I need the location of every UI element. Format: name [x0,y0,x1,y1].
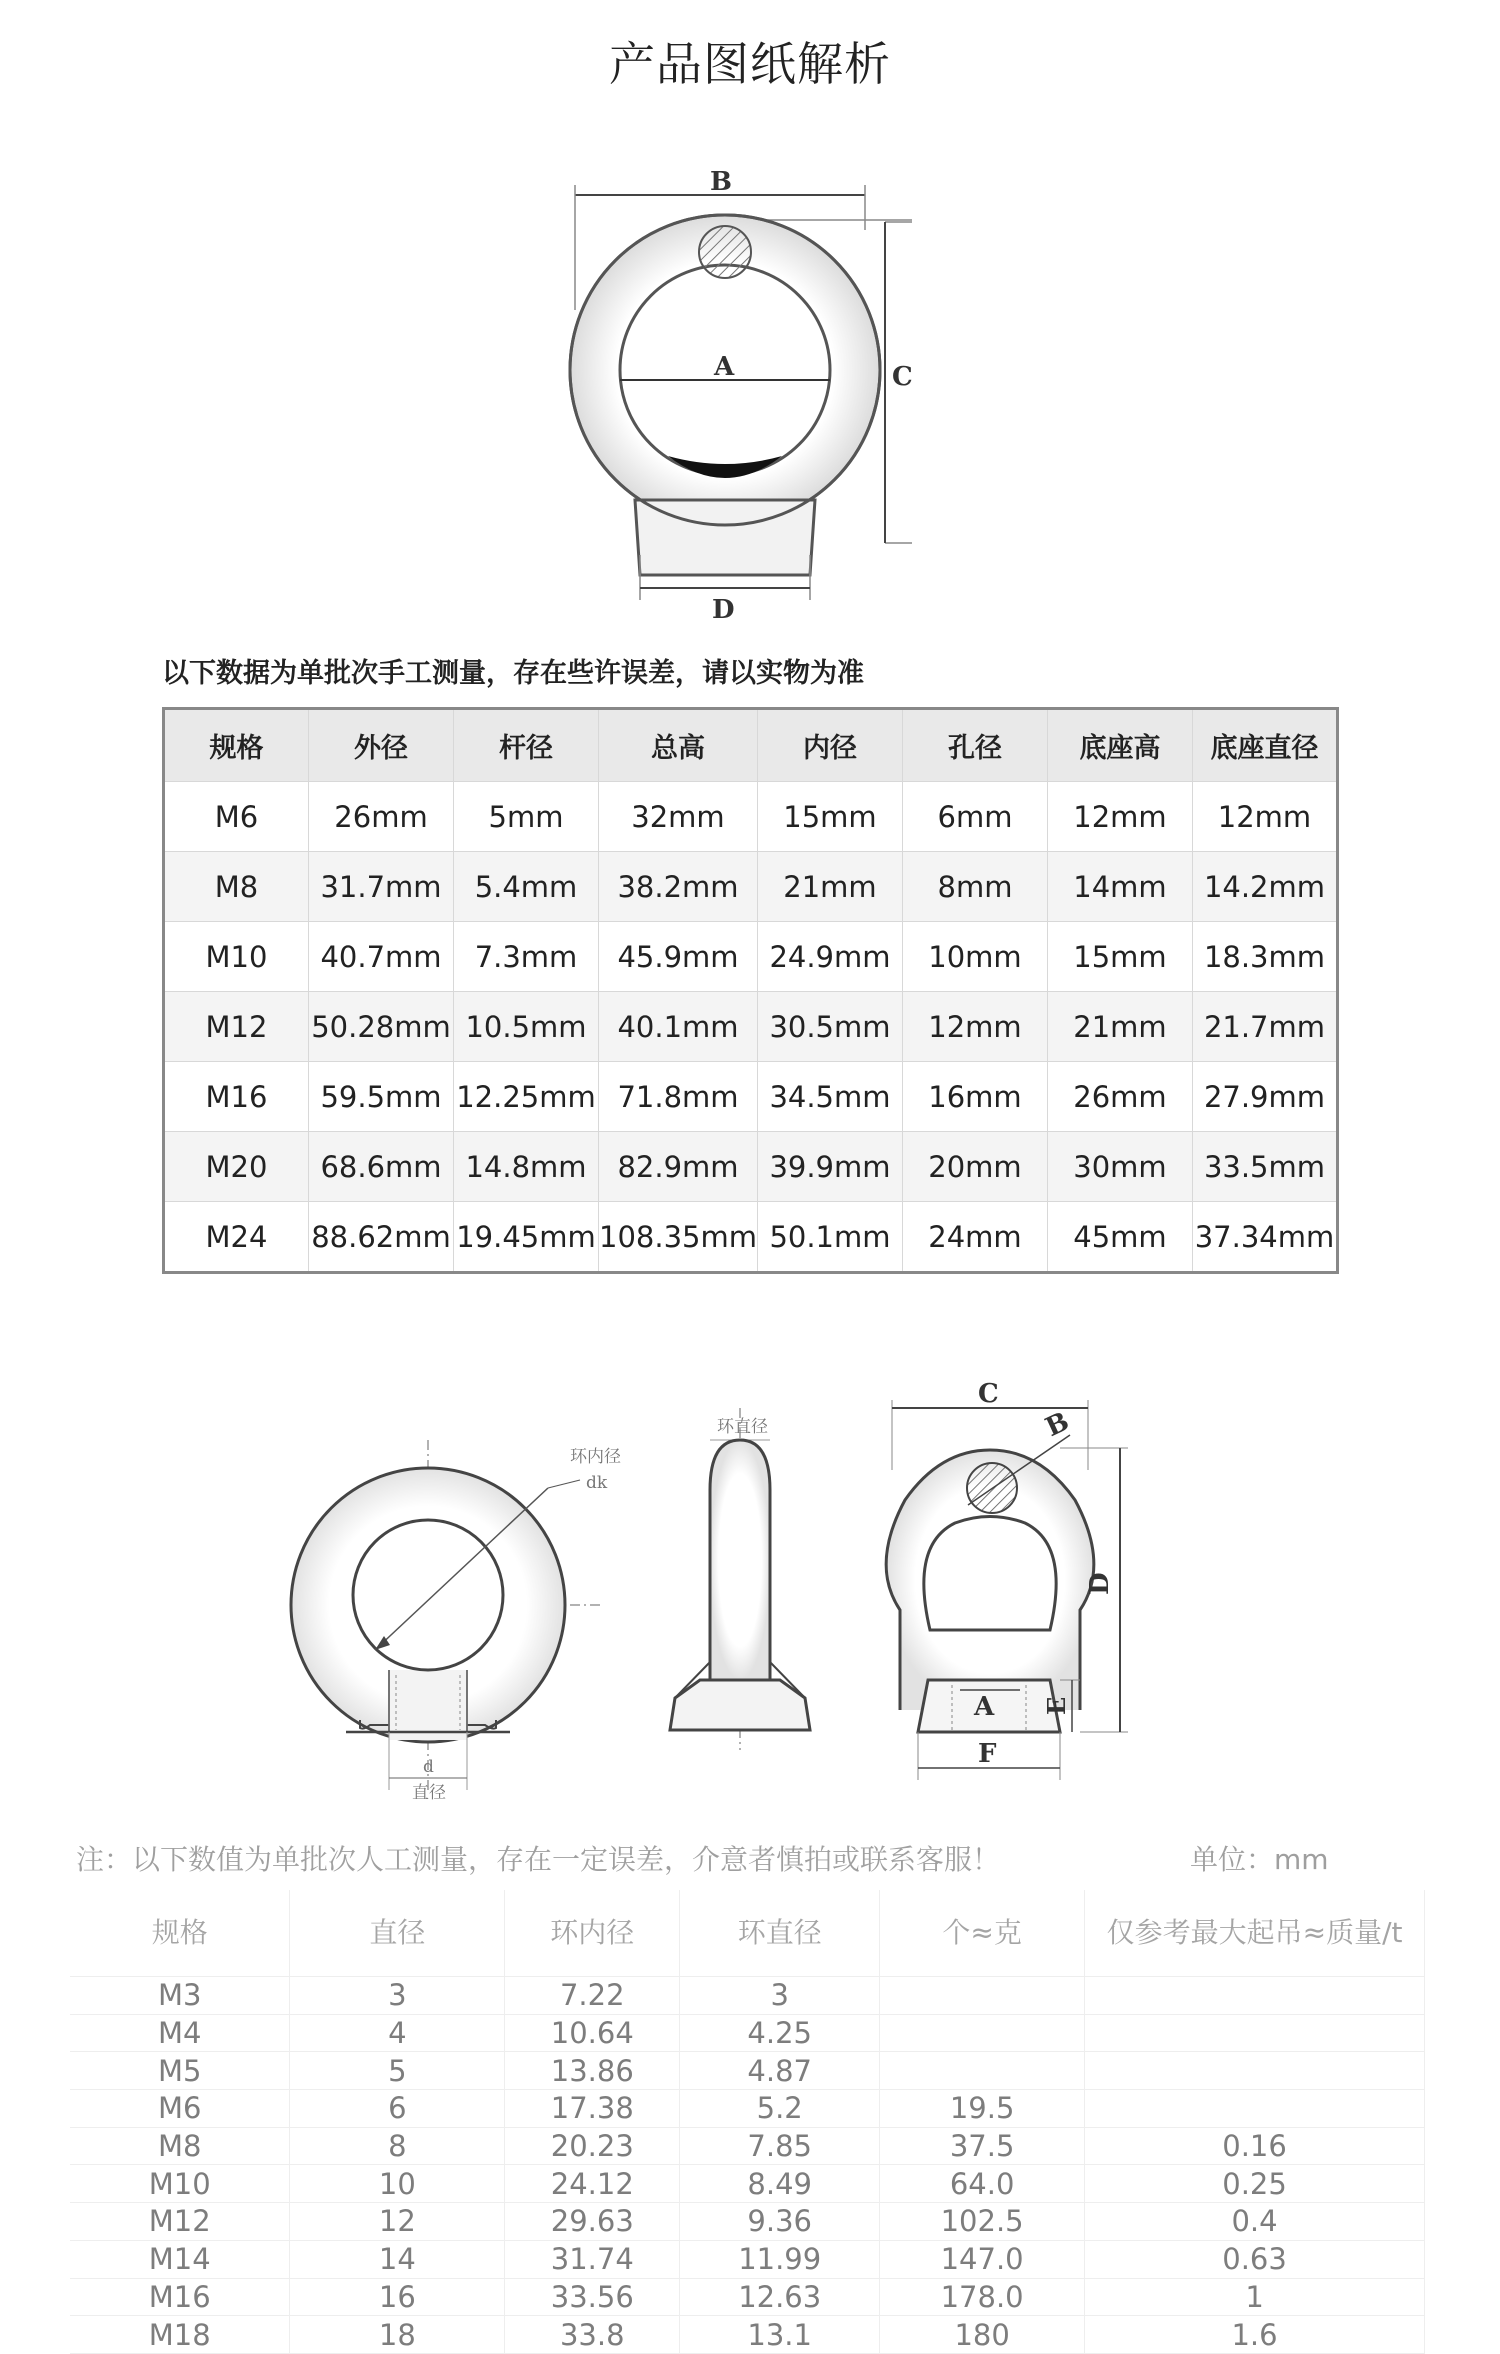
table-cell [1085,2014,1425,2052]
table-cell [1085,1977,1425,2015]
header-cell: 直径 [290,1890,505,1977]
table-cell: 21.7mm [1192,992,1337,1062]
table-cell: 17.38 [505,2090,680,2128]
table-cell: 5mm [454,782,599,852]
table-cell: 21mm [757,852,902,922]
table-cell: 34.5mm [757,1062,902,1132]
table-cell: 59.5mm [309,1062,454,1132]
table-row [70,2316,1425,2354]
table-cell: M10 [164,922,309,992]
table-cell: 14mm [1047,852,1192,922]
table-cell: 18.3mm [1192,922,1337,992]
table-cell: 45.9mm [599,922,758,992]
header-cell: 外径 [309,709,454,782]
table-cell: 10.64 [505,2014,680,2052]
table-row [70,2014,1425,2052]
table-cell: 8 [290,2127,505,2165]
table-cell: 50.1mm [757,1202,902,1273]
spec-table [162,707,1339,1274]
table-cell: 7.85 [680,2127,880,2165]
table-cell [880,2052,1085,2090]
table-cell: 33.56 [505,2278,680,2316]
table-cell: 26mm [1047,1062,1192,1132]
table-cell: M16 [164,1062,309,1132]
header-cell: 个≈克 [880,1890,1085,1977]
table-row [164,1062,1338,1132]
table-cell: 3 [290,1977,505,2015]
table-cell: 4 [290,2014,505,2052]
table-cell: M3 [70,1977,290,2015]
table-cell: 40.7mm [309,922,454,992]
table-cell: 178.0 [880,2278,1085,2316]
table-cell: 0.63 [1085,2240,1425,2278]
table-cell: 7.3mm [454,922,599,992]
table-cell: M16 [70,2278,290,2316]
header-cell: 环内径 [505,1890,680,1977]
table-cell: 19.5 [880,2090,1085,2128]
table-cell: 8mm [902,852,1047,922]
table-cell: 26mm [309,782,454,852]
table-cell: 102.5 [880,2203,1085,2241]
table-cell: M12 [164,992,309,1062]
table-cell: 1.6 [1085,2316,1425,2354]
page-title: 产品图纸解析 [609,37,891,91]
table-cell: 15mm [757,782,902,852]
header-cell: 规格 [164,709,309,782]
header-cell: 底座高 [1047,709,1192,782]
table-cell [880,2014,1085,2052]
diameter-label: 直径 [412,1783,446,1800]
table-cell: 5.2 [680,2090,880,2128]
table-cell: 14.8mm [454,1132,599,1202]
table-cell: 27.9mm [1192,1062,1337,1132]
side-view [670,1408,810,1750]
table-cell: 45mm [1047,1202,1192,1273]
table-cell: 33.5mm [1192,1132,1337,1202]
table-row [164,852,1338,922]
table-cell: 20.23 [505,2127,680,2165]
table-row [70,2090,1425,2128]
table-cell: 5.4mm [454,852,599,922]
table-cell: 9.36 [680,2203,880,2241]
table-cell: 0.16 [1085,2127,1425,2165]
table-cell: 16 [290,2278,505,2316]
table-cell: 7.22 [505,1977,680,2015]
table-row [164,1202,1338,1273]
table-cell: M5 [70,2052,290,2090]
letter-c: C [978,1380,999,1409]
table-cell: 12 [290,2203,505,2241]
table-cell: 3 [680,1977,880,2015]
table-cell: 24.12 [505,2165,680,2203]
table-cell: M18 [70,2316,290,2354]
oval-view [886,1380,1128,1780]
table-cell: M6 [164,782,309,852]
table-cell: 15mm [1047,922,1192,992]
eye-nut-diagram-1 [540,160,940,620]
table-cell: 82.9mm [599,1132,758,1202]
table-cell: 18 [290,2316,505,2354]
table-row [164,992,1338,1062]
letter-b: B [1041,1406,1074,1444]
table-cell: 0.4 [1085,2203,1425,2241]
weight-table-section [70,1838,1425,2352]
letter-e: E [1042,1696,1071,1715]
table2-note: 注：以下数值为单批次人工测量，存在一定误差，介意者慎拍或联系客服！ [76,1843,1001,1876]
table-cell: 14.2mm [1192,852,1337,922]
table-cell: 13.86 [505,2052,680,2090]
table-cell: 5 [290,2052,505,2090]
table-cell: 29.63 [505,2203,680,2241]
table-cell: 12.63 [680,2278,880,2316]
table-cell: 37.5 [880,2127,1085,2165]
table-cell: 13.1 [680,2316,880,2354]
table-cell: M14 [70,2240,290,2278]
table-cell: 12.25mm [454,1062,599,1132]
table-cell: 19.45mm [454,1202,599,1273]
table-row [70,2127,1425,2165]
table-cell: M12 [70,2203,290,2241]
table-cell: 32mm [599,782,758,852]
letter-f: F [978,1739,997,1769]
table-cell: 6mm [902,782,1047,852]
table-cell: 10 [290,2165,505,2203]
dk-label: dk [586,1473,608,1493]
table-cell: M24 [164,1202,309,1273]
table-header-row [164,709,1338,782]
header-cell: 杆径 [454,709,599,782]
table-cell: 64.0 [880,2165,1085,2203]
table-cell: M8 [70,2127,290,2165]
table-cell: 50.28mm [309,992,454,1062]
ring-inner-label: 环内径 [570,1447,621,1467]
table-row [164,922,1338,992]
header-cell: 孔径 [902,709,1047,782]
table-cell: 33.8 [505,2316,680,2354]
table-cell: 30.5mm [757,992,902,1062]
table-cell: M10 [70,2165,290,2203]
table-cell: 12mm [902,992,1047,1062]
table-row [164,1132,1338,1202]
label-d: D [712,595,735,620]
eye-nut-diagram-2 [280,1380,1240,1800]
table-cell: 38.2mm [599,852,758,922]
d-label: d [423,1757,434,1777]
table-cell: 88.62mm [309,1202,454,1273]
table-row [70,2165,1425,2203]
table-cell: 24.9mm [757,922,902,992]
table2-unit: 单位：mm [1190,1843,1329,1876]
table-cell: M8 [164,852,309,922]
header-cell: 环直径 [680,1890,880,1977]
header-cell: 规格 [70,1890,290,1977]
table-cell [880,1977,1085,2015]
label-c: C [892,362,913,392]
table-row [164,782,1338,852]
ring-dia-label: 环直径 [717,1417,768,1437]
table-cell: 11.99 [680,2240,880,2278]
table-cell [1085,2052,1425,2090]
table-cell: 21mm [1047,992,1192,1062]
label-b: B [710,167,732,197]
table-cell: 10mm [902,922,1047,992]
table-row [70,2278,1425,2316]
header-cell: 总高 [599,709,758,782]
table-cell: 12mm [1047,782,1192,852]
front-view [290,1440,621,1800]
table-cell: 40.1mm [599,992,758,1062]
table-row [70,2203,1425,2241]
table-cell: 12mm [1192,782,1337,852]
table-cell: 16mm [902,1062,1047,1132]
table-cell [1085,2090,1425,2128]
table-cell: M20 [164,1132,309,1202]
table-cell: 0.25 [1085,2165,1425,2203]
table-cell: 8.49 [680,2165,880,2203]
table-cell: 68.6mm [309,1132,454,1202]
weight-table [70,1890,1425,2354]
table-row [70,2052,1425,2090]
table-cell: 4.87 [680,2052,880,2090]
table-row [70,2240,1425,2278]
header-cell: 内径 [757,709,902,782]
table-cell: 4.25 [680,2014,880,2052]
letter-a: A [974,1692,995,1722]
table-cell: 24mm [902,1202,1047,1273]
header-cell: 仅参考最大起吊≈质量/t [1085,1890,1425,1977]
table-cell: 71.8mm [599,1062,758,1132]
table-cell: 180 [880,2316,1085,2354]
table-cell: 31.74 [505,2240,680,2278]
table-row [70,1977,1425,2015]
table-cell: 6 [290,2090,505,2128]
table-cell: M4 [70,2014,290,2052]
table-cell: 10.5mm [454,992,599,1062]
table-cell: 39.9mm [757,1132,902,1202]
table-cell: 108.35mm [599,1202,758,1273]
table-cell: 20mm [902,1132,1047,1202]
label-a: A [714,352,735,382]
table-cell: M6 [70,2090,290,2128]
table-header-row [70,1890,1425,1977]
table-cell: 31.7mm [309,852,454,922]
table-cell: 14 [290,2240,505,2278]
letter-d: D [1085,1572,1115,1595]
table-cell: 1 [1085,2278,1425,2316]
header-cell: 底座直径 [1192,709,1337,782]
measurement-note: 以下数据为单批次手工测量，存在些许误差，请以实物为准 [162,658,864,689]
table-cell: 37.34mm [1192,1202,1337,1273]
table-cell: 147.0 [880,2240,1085,2278]
table-cell: 30mm [1047,1132,1192,1202]
